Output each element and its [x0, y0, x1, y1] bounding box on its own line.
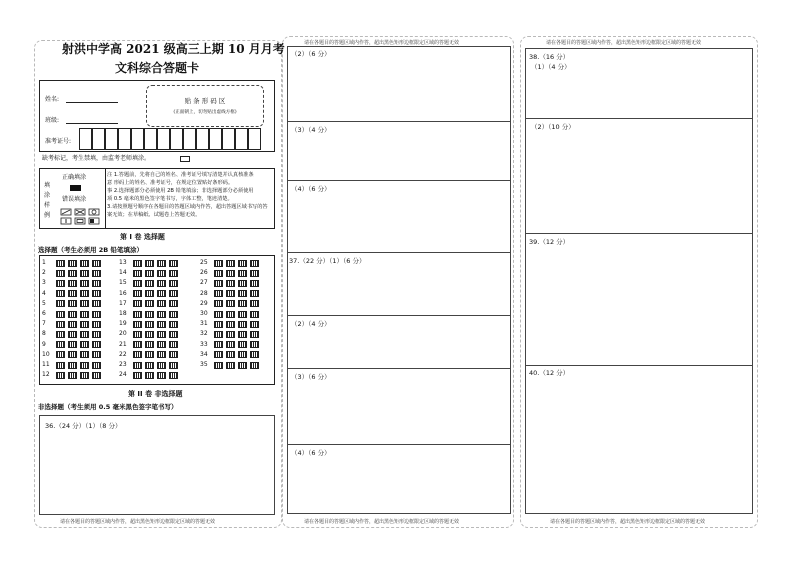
answer-bubble[interactable]: [157, 321, 166, 328]
answer-bubble[interactable]: [214, 331, 223, 338]
question-number: 19: [119, 320, 127, 328]
answer-bubble[interactable]: [80, 331, 89, 338]
question-number: 13: [119, 259, 127, 266]
question-number: 1: [42, 259, 46, 266]
barcode-area-note: (正面朝上，切勿贴出虚线方框): [173, 110, 237, 115]
exam-id-cell[interactable]: [92, 128, 105, 150]
question-number: 17: [119, 299, 127, 307]
answer-bubble[interactable]: [157, 311, 166, 318]
answer-bubble[interactable]: [250, 260, 259, 267]
q37-4-label: （4）（6 分）: [291, 449, 331, 457]
answer-bubble[interactable]: [145, 321, 154, 328]
answer-bubble[interactable]: [238, 290, 247, 297]
answer-bubble[interactable]: [157, 362, 166, 369]
top-warning-col2: 请在各题目的答题区域内作答，超出黑色矩形边框限定区域的答题无效: [304, 40, 460, 46]
answer-bubble[interactable]: [133, 351, 142, 358]
exam-id-cell[interactable]: [248, 128, 261, 150]
question-number: 6: [42, 310, 46, 317]
answer-bubble[interactable]: [238, 331, 247, 338]
answer-bubble[interactable]: [56, 321, 65, 328]
exam-id-label: 准考证号:: [45, 138, 72, 145]
sample-label-3: 样: [44, 202, 51, 209]
answer-bubble[interactable]: [133, 321, 142, 328]
wrong-mark-box: [75, 218, 85, 224]
answer-bubble[interactable]: [250, 362, 259, 369]
answer-bubble[interactable]: [56, 300, 65, 307]
answer-bubble[interactable]: [226, 300, 235, 307]
answer-bubble[interactable]: [238, 311, 247, 318]
question-number: 25: [200, 259, 208, 266]
divider-col2-2: [287, 180, 511, 181]
bottom-warning-col2: 请在各题目的答题区域内作答，超出黑色矩形边框限定区域的答题无效: [304, 519, 460, 525]
answer-bubble[interactable]: [157, 270, 166, 277]
answer-bubble[interactable]: [250, 280, 259, 287]
barcode-area-title: 贴 条 形 码 区: [184, 97, 226, 105]
instruction-line-3: 事 2.选择题部分必须使用 2B 铅笔填涂；非选择题部分必须使用: [107, 188, 254, 194]
answer-bubble[interactable]: [250, 300, 259, 307]
answer-bubble[interactable]: [214, 270, 223, 277]
q38-label: 38.（16 分）: [529, 53, 570, 61]
answer-bubble[interactable]: [214, 300, 223, 307]
correct-fill-label: 正确填涂: [62, 174, 87, 181]
barcode-area: [146, 85, 264, 127]
absent-note: 缺考标记，考生禁填，由监考老师填涂。: [42, 155, 151, 162]
exam-id-cell[interactable]: [157, 128, 170, 150]
answer-bubble[interactable]: [92, 321, 101, 328]
wrong-fill-label: 错误填涂: [62, 196, 87, 203]
answer-bubble[interactable]: [169, 280, 178, 287]
answer-bubble[interactable]: [157, 331, 166, 338]
answer-bubble[interactable]: [92, 341, 101, 348]
answer-bubble[interactable]: [80, 362, 89, 369]
divider-col2-6: [287, 444, 511, 445]
instruction-line-5: 3.请按照题号顺序在各题目的答题区域内作答，超出答题区域书写的答: [107, 204, 268, 210]
divider-col2-5: [287, 368, 511, 369]
exam-id-cell[interactable]: [209, 128, 222, 150]
q35-2-label: （2）（6 分）: [291, 50, 331, 58]
answer-area-36[interactable]: [39, 415, 275, 515]
question-number: 11: [42, 361, 50, 368]
answer-bubble[interactable]: [92, 260, 101, 267]
question-number: 3: [42, 279, 46, 287]
q35-4-label: （4）（6 分）: [291, 185, 331, 193]
answer-bubble[interactable]: [68, 280, 77, 287]
answer-bubble[interactable]: [226, 280, 235, 287]
answer-bubble[interactable]: [80, 372, 89, 379]
answer-bubble[interactable]: [56, 280, 65, 287]
divider-col2-4: [287, 315, 511, 316]
answer-bubble[interactable]: [92, 290, 101, 297]
answer-bubble[interactable]: [133, 280, 142, 287]
answer-bubble[interactable]: [145, 362, 154, 369]
instruction-line-1: 注 1.答题前，先将自己的姓名、准考证号填写清楚并认真核准条: [107, 172, 254, 178]
question-number: 9: [42, 340, 46, 348]
answer-bubble[interactable]: [80, 300, 89, 307]
answer-bubble[interactable]: [214, 341, 223, 348]
answer-bubble[interactable]: [157, 290, 166, 297]
answer-bubble[interactable]: [145, 311, 154, 318]
answer-bubble[interactable]: [80, 270, 89, 277]
question-number: 16: [119, 289, 127, 297]
answer-bubble[interactable]: [238, 321, 247, 328]
answer-bubble[interactable]: [56, 260, 65, 267]
answer-bubble[interactable]: [238, 280, 247, 287]
answer-bubble[interactable]: [214, 362, 223, 369]
answer-bubble[interactable]: [80, 311, 89, 318]
divider-col3-3: [525, 365, 753, 366]
exam-title: 射洪中学高 2021 级高三上期 10 月月考: [62, 42, 285, 56]
answer-bubble[interactable]: [226, 362, 235, 369]
answer-bubble[interactable]: [250, 311, 259, 318]
question-number: 29: [200, 299, 208, 307]
instruction-line-4: 项 0.5 毫米的黑色签字笔书写，字体工整，笔迹清楚。: [107, 196, 233, 202]
answer-bubble[interactable]: [68, 321, 77, 328]
answer-bubble[interactable]: [68, 311, 77, 318]
answer-bubble[interactable]: [68, 331, 77, 338]
answer-bubble[interactable]: [80, 280, 89, 287]
question-number: 30: [200, 310, 208, 317]
answer-bubble[interactable]: [214, 260, 223, 267]
answer-bubble[interactable]: [68, 372, 77, 379]
question-number: 28: [200, 289, 208, 297]
answer-bubble[interactable]: [250, 351, 259, 358]
question-number: 8: [42, 330, 46, 338]
question-36-label: 36.（24 分）（1）（8 分）: [45, 422, 122, 430]
sample-label-4: 例: [44, 212, 51, 219]
answer-bubble[interactable]: [145, 300, 154, 307]
q35-3-label: （3）（4 分）: [291, 126, 331, 134]
section-2-heading: 第 II 卷 非选择题: [128, 390, 183, 398]
question-number: 34: [200, 350, 208, 358]
answer-bubble[interactable]: [80, 321, 89, 328]
answer-bubble[interactable]: [214, 311, 223, 318]
answer-bubble[interactable]: [169, 351, 178, 358]
class-label: 班级:: [45, 117, 60, 124]
answer-bubble[interactable]: [145, 331, 154, 338]
answer-bubble[interactable]: [157, 300, 166, 307]
exam-id-cell[interactable]: [79, 128, 92, 150]
question-number: 23: [119, 361, 127, 368]
answer-bubble[interactable]: [226, 331, 235, 338]
answer-bubble[interactable]: [226, 321, 235, 328]
instruction-line-2: 意 形码上的姓名、准考证号，在规定位置贴好条形码。: [107, 180, 234, 186]
bottom-warning-col3: 请在各题目的答题区域内作答，超出黑色矩形边框限定区域的答题无效: [550, 519, 706, 525]
question-number: 22: [119, 350, 127, 358]
answer-bubble[interactable]: [169, 321, 178, 328]
divider-col3-1: [525, 118, 753, 119]
answer-bubble[interactable]: [214, 321, 223, 328]
answer-bubble[interactable]: [133, 362, 142, 369]
answer-bubble[interactable]: [238, 362, 247, 369]
answer-bubble[interactable]: [68, 300, 77, 307]
question-number: 21: [119, 340, 127, 348]
fill-sample-divider: [105, 168, 106, 229]
bottom-warning-col1: 请在各题目的答题区域内作答，超出黑色矩形边框限定区域的答题无效: [60, 519, 216, 525]
answer-bubble[interactable]: [92, 280, 101, 287]
answer-bubble[interactable]: [145, 270, 154, 277]
answer-bubble[interactable]: [68, 290, 77, 297]
answer-bubble[interactable]: [169, 362, 178, 369]
divider-col2-3: [287, 252, 511, 253]
q37-3-label: （3）（6 分）: [291, 373, 331, 381]
absent-mark-box[interactable]: [180, 156, 190, 162]
name-label: 姓名:: [45, 96, 60, 103]
answer-bubble[interactable]: [250, 321, 259, 328]
question-number: 32: [200, 330, 208, 338]
question-number: 33: [200, 340, 208, 348]
section-1-subheading: 选择题（考生必须用 2B 铅笔填涂）: [38, 246, 144, 254]
answer-bubble[interactable]: [145, 290, 154, 297]
answer-bubble[interactable]: [214, 280, 223, 287]
exam-id-cell[interactable]: [144, 128, 157, 150]
name-field[interactable]: [66, 102, 118, 103]
answer-bubble[interactable]: [238, 270, 247, 277]
q37-2-label: （2）（4 分）: [291, 320, 331, 328]
answer-bubble[interactable]: [157, 351, 166, 358]
exam-id-cell[interactable]: [235, 128, 248, 150]
sample-label-1: 填: [44, 182, 51, 189]
answer-bubble[interactable]: [250, 290, 259, 297]
q40-label: 40.（12 分）: [529, 369, 570, 377]
q38-1-label: （1）（4 分）: [531, 63, 571, 71]
question-number: 15: [119, 279, 127, 287]
divider-col2-1: [287, 121, 511, 122]
section-2-subheading: 非选择题（考生须用 0.5 毫米黑色签字笔书写）: [38, 403, 178, 411]
exam-id-cell[interactable]: [170, 128, 183, 150]
question-number: 20: [119, 330, 127, 338]
answer-bubble[interactable]: [238, 300, 247, 307]
answer-bubble[interactable]: [145, 372, 154, 379]
question-number: 12: [42, 371, 50, 379]
answer-bubble[interactable]: [169, 260, 178, 267]
question-number: 14: [119, 269, 127, 277]
answer-bubble[interactable]: [169, 341, 178, 348]
answer-bubble[interactable]: [250, 331, 259, 338]
exam-id-cell[interactable]: [222, 128, 235, 150]
answer-bubble[interactable]: [214, 351, 223, 358]
answer-bubble[interactable]: [133, 341, 142, 348]
class-field[interactable]: [66, 123, 118, 124]
answer-bubble[interactable]: [92, 331, 101, 338]
answer-bubble[interactable]: [226, 290, 235, 297]
answer-bubble[interactable]: [169, 311, 178, 318]
answer-bubble[interactable]: [56, 372, 65, 379]
answer-bubble[interactable]: [238, 341, 247, 348]
answer-bubble[interactable]: [226, 351, 235, 358]
question-number: 7: [42, 320, 46, 328]
answer-bubble[interactable]: [214, 290, 223, 297]
question-number: 2: [42, 269, 46, 277]
question-number: 4: [42, 289, 46, 297]
answer-bubble[interactable]: [56, 331, 65, 338]
answer-bubble[interactable]: [56, 341, 65, 348]
question-number: 26: [200, 269, 208, 277]
answer-bubble[interactable]: [92, 362, 101, 369]
answer-bubble[interactable]: [226, 311, 235, 318]
answer-bubble[interactable]: [80, 351, 89, 358]
answer-bubble[interactable]: [133, 331, 142, 338]
sample-label-2: 涂: [44, 192, 51, 199]
section-1-heading: 第 I 卷 选择题: [120, 233, 165, 241]
answer-bubble[interactable]: [169, 331, 178, 338]
answer-bubble[interactable]: [169, 290, 178, 297]
answer-bubble[interactable]: [145, 351, 154, 358]
answer-bubble[interactable]: [169, 300, 178, 307]
answer-bubble[interactable]: [68, 260, 77, 267]
answer-bubble[interactable]: [92, 300, 101, 307]
answer-bubble[interactable]: [169, 270, 178, 277]
answer-bubble[interactable]: [92, 351, 101, 358]
q37-1-label: 37.（22 分）（1）（6 分）: [289, 257, 366, 265]
exam-id-cell[interactable]: [196, 128, 209, 150]
answer-bubble[interactable]: [68, 270, 77, 277]
answer-bubble[interactable]: [133, 372, 142, 379]
answer-bubble[interactable]: [56, 362, 65, 369]
answer-bubble[interactable]: [80, 290, 89, 297]
answer-bubble[interactable]: [226, 341, 235, 348]
answer-bubble[interactable]: [238, 351, 247, 358]
answer-bubble[interactable]: [157, 341, 166, 348]
correct-fill-mark: [70, 185, 81, 191]
top-warning-col3: 请在各题目的答题区域内作答，超出黑色矩形边框限定区域的答题无效: [546, 40, 702, 46]
question-number: 18: [119, 310, 127, 317]
answer-bubble[interactable]: [250, 341, 259, 348]
q38-2-label: （2）（10 分）: [531, 123, 575, 131]
answer-bubble[interactable]: [238, 260, 247, 267]
answer-bubble[interactable]: [68, 362, 77, 369]
answer-bubble[interactable]: [80, 260, 89, 267]
answer-bubble[interactable]: [145, 341, 154, 348]
answer-bubble[interactable]: [169, 372, 178, 379]
answer-bubble[interactable]: [68, 351, 77, 358]
question-number: 10: [42, 350, 50, 358]
answer-bubble[interactable]: [226, 260, 235, 267]
answer-bubble[interactable]: [56, 311, 65, 318]
question-number: 5: [42, 299, 46, 307]
answer-bubble[interactable]: [157, 372, 166, 379]
answer-bubble[interactable]: [250, 270, 259, 277]
answer-bubble[interactable]: [157, 260, 166, 267]
answer-bubble[interactable]: [80, 341, 89, 348]
answer-bubble[interactable]: [56, 290, 65, 297]
divider-col3-2: [525, 233, 753, 234]
answer-bubble[interactable]: [145, 260, 154, 267]
question-number: 24: [119, 371, 127, 379]
answer-bubble[interactable]: [226, 270, 235, 277]
answer-bubble[interactable]: [157, 280, 166, 287]
answer-bubble[interactable]: [56, 351, 65, 358]
answer-bubble[interactable]: [133, 290, 142, 297]
answer-bubble[interactable]: [68, 341, 77, 348]
exam-id-cell[interactable]: [131, 128, 144, 150]
answer-bubble[interactable]: [133, 260, 142, 267]
answer-bubble[interactable]: [92, 372, 101, 379]
answer-bubble[interactable]: [133, 311, 142, 318]
instruction-line-6: 案无效；在草稿纸、试题卷上答题无效。: [107, 212, 201, 218]
question-number: 31: [200, 320, 208, 328]
exam-id-cell[interactable]: [105, 128, 118, 150]
q39-label: 39.（12 分）: [529, 238, 570, 246]
exam-id-cell[interactable]: [118, 128, 131, 150]
answer-bubble[interactable]: [133, 300, 142, 307]
answer-sheet-title: 文科综合答题卡: [115, 61, 200, 75]
answer-bubble[interactable]: [92, 270, 101, 277]
exam-id-cell[interactable]: [183, 128, 196, 150]
answer-bubble[interactable]: [56, 270, 65, 277]
answer-bubble[interactable]: [92, 311, 101, 318]
answer-bubble[interactable]: [145, 280, 154, 287]
question-number: 27: [200, 279, 208, 287]
question-number: 35: [200, 361, 208, 368]
answer-bubble[interactable]: [133, 270, 142, 277]
